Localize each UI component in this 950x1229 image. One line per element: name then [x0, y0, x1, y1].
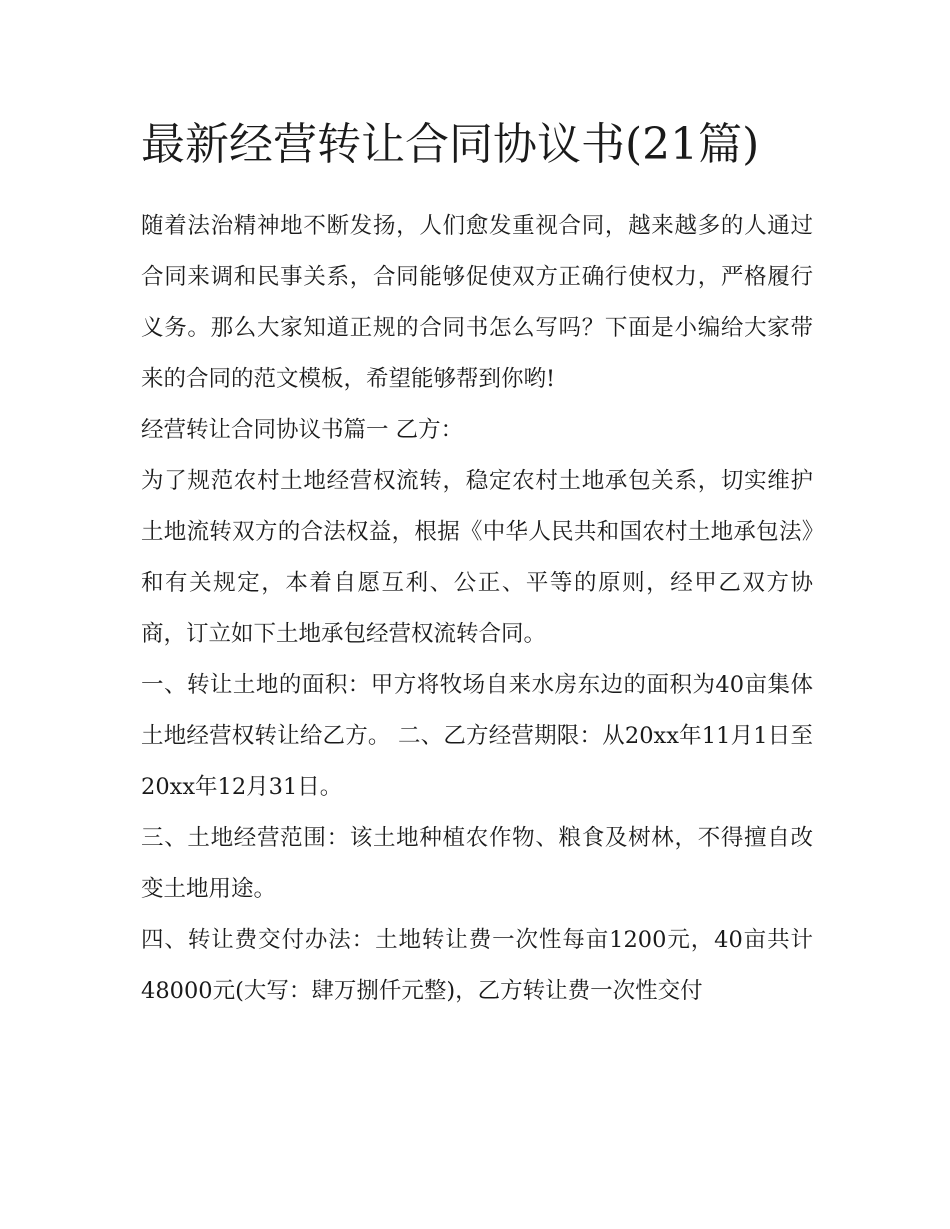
preamble-paragraph: 为了规范农村土地经营权流转，稳定农村土地承包关系，切实维护土地流转双方的合法权益，根据《中华人民共和国农村土地承包法》和有关规定，本着自愿互利、公正、平等的原则，经甲乙双方协商，订立如下土地承包经营权流转合同。	[141, 468, 813, 647]
clause-area-and-term: 一、转让土地的面积：甲方将牧场自来水房东边的面积为40亩集体土地经营权转让给乙方。 二、乙方经营期限：从20xx年11月1日至20xx年12月31日。	[141, 672, 813, 800]
document-title: 最新经营转让合同协议书(21篇)	[141, 119, 760, 170]
document-body	[141, 113, 813, 1017]
section-heading: 经营转让合同协议书篇一 乙方：	[141, 417, 464, 443]
clause-payment: 四、转让费交付办法：土地转让费一次性每亩1200元，40亩共计48000元(大写：肆万捌仟元整)，乙方转让费一次性交付	[141, 927, 813, 1004]
clause-land-use: 三、土地经营范围：该土地种植农作物、粮食及树林，不得擅自改变土地用途。	[141, 825, 813, 902]
intro-paragraph: 随着法治精神地不断发扬，人们愈发重视合同，越来越多的人通过合同来调和民事关系，合同能够促使双方正确行使权力，严格履行义务。那么大家知道正规的合同书怎么写吗？下面是小编给大家带来的合同的范文模板，希望能够帮到你哟!	[141, 213, 813, 392]
